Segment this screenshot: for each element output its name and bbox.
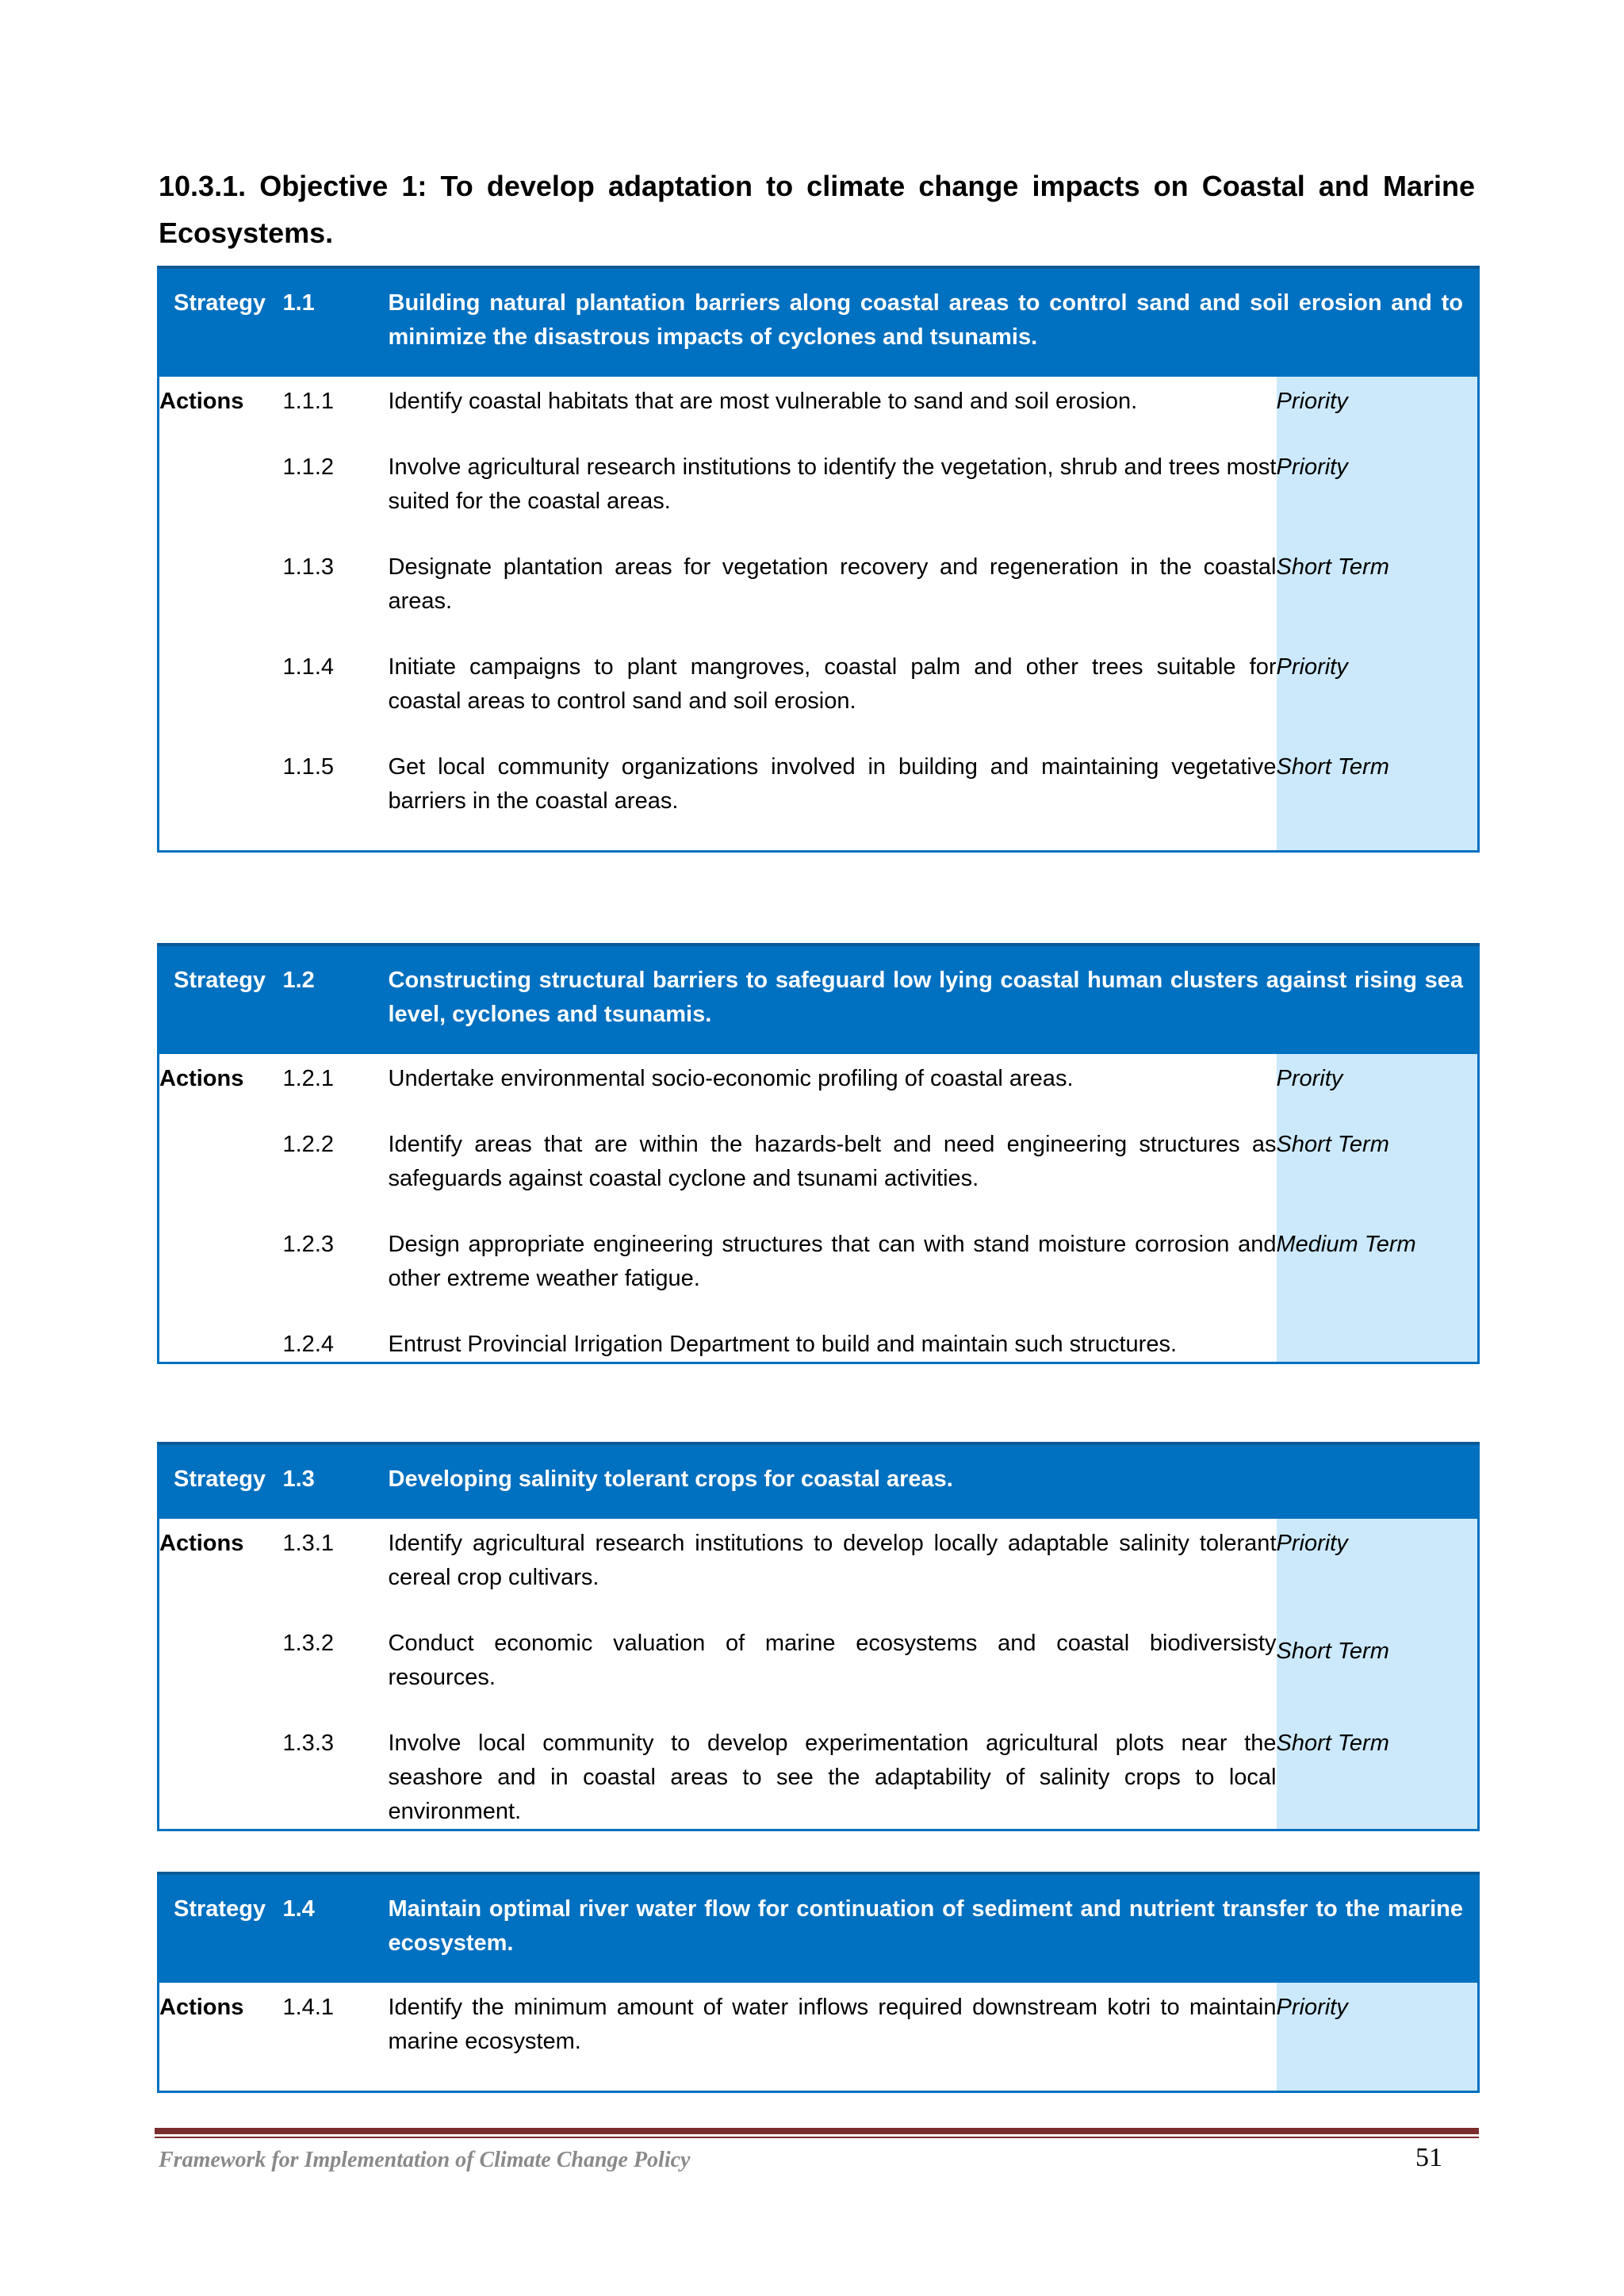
strategy-number: 1.3 [283,1443,389,1519]
action-number: 1.3.2 [282,1631,334,1656]
objective-heading: 10.3.1. Objective 1: To develop adaptation to climate change impacts on Coastal and Marine Ecosystems. [159,170,1475,249]
action-priority: Priority [1277,1983,1479,2092]
action-priority: Priority [1277,650,1479,750]
action-number: 1.2.4 [282,1332,334,1357]
action-number: 1.2.3 [282,1232,334,1257]
actions-label: Actions [159,1531,244,1556]
action-row [159,1128,1479,1228]
action-row [159,1228,1479,1328]
strategy-header [159,945,1479,1054]
action-text: Involve agricultural research institutions to identify the vegetation, shrub and trees most suited for the coastal areas. [388,454,1277,514]
action-text: Design appropriate engineering structures that can with stand moisture corrosion and other extreme weather fatigue. [388,1232,1277,1291]
action-priority: Medium Term [1277,1228,1479,1328]
footer-title: Framework for Implementation of Climate Change Policy [159,2148,691,2172]
action-number: 1.1.1 [282,389,334,414]
action-number: 1.3.1 [282,1531,334,1556]
action-text: Identify coastal habitats that are most vulnerable to sand and soil erosion. [388,389,1138,414]
action-priority: Priority [1277,450,1479,550]
strategy-title: Constructing structural barriers to safeguard low lying coastal human clusters against rising sea level, cyclones and tsunamis. [389,945,1479,1054]
strategy-header [159,267,1479,377]
strategy-number: 1.2 [283,945,389,1054]
strategy-label: Strategy [159,1443,283,1519]
action-number: 1.4.1 [282,1995,334,2020]
action-row [159,450,1479,550]
action-priority: Short Term [1277,1627,1479,1727]
strategy-title: Developing salinity tolerant crops for coastal areas. [389,1443,1479,1519]
strategy-label: Strategy [159,267,283,377]
action-row [159,650,1479,750]
action-text: Involve local community to develop experimentation agricultural plots near the seashore and in coastal areas to see the adaptability of salinity crops to local environment. [388,1731,1277,1824]
action-text: Identify areas that are within the hazards-belt and need engineering structures as safeguards against coastal cyclone and tsunami activities. [388,1132,1277,1191]
action-row [159,1983,1479,2092]
strategy-table-1-3 [157,1442,1480,1831]
action-number: 1.3.3 [282,1731,334,1756]
actions-label: Actions [159,389,244,414]
action-priority: Short Term [1277,1727,1479,1830]
strategy-number: 1.4 [283,1873,389,1983]
strategy-title: Maintain optimal river water flow for continuation of sediment and nutrient transfer to the marine ecosystem. [389,1873,1479,1983]
action-number: 1.1.3 [282,554,334,580]
strategy-table-1-1 [157,266,1480,853]
action-row [159,1727,1479,1830]
action-text: Identify the minimum amount of water inflows required downstream kotri to maintain marine ecosystem. [388,1995,1277,2054]
strategy-number: 1.1 [283,267,389,377]
strategy-table-1-2 [157,943,1480,1364]
action-text: Get local community organizations involved in building and maintaining vegetative barriers in the coastal areas. [388,754,1277,814]
action-number: 1.2.2 [282,1132,334,1157]
action-row [159,377,1479,450]
strategy-header [159,1443,1479,1519]
action-number: 1.1.4 [282,654,334,680]
action-text: Conduct economic valuation of marine ecosystems and coastal biodiversisty resources. [388,1631,1277,1690]
action-number: 1.2.1 [282,1066,334,1091]
action-text: Identify agricultural research institutions to develop locally adaptable salinity tolerant cereal crop cultivars. [388,1531,1277,1590]
action-priority: Priority [1277,377,1479,450]
action-priority: Short Term [1277,550,1479,650]
strategy-table-1-4 [157,1872,1480,2093]
strategy-header [159,1873,1479,1983]
strategy-title: Building natural plantation barriers along coastal areas to control sand and soil erosion and to minimize the disastrous impacts of cyclones and tsunamis. [389,267,1479,377]
footer-rule-thin [155,2137,1479,2138]
action-number: 1.1.5 [282,754,334,780]
action-row [159,1054,1479,1128]
action-row [159,750,1479,852]
action-priority: Short Term [1277,1128,1479,1228]
action-text: Entrust Provincial Irrigation Department to build and maintain such structures. [388,1332,1178,1357]
strategy-label: Strategy [159,1873,283,1983]
action-row [159,1627,1479,1727]
action-text: Undertake environmental socio-economic profiling of coastal areas. [388,1066,1074,1091]
action-priority: Priority [1277,1519,1479,1627]
action-row [159,550,1479,650]
action-priority: Short Term [1277,750,1479,852]
actions-label: Actions [159,1066,244,1091]
footer-rule [155,2128,1479,2134]
page-number: 51 [1415,2143,1442,2172]
action-number: 1.1.2 [282,454,334,480]
strategy-label: Strategy [159,945,283,1054]
action-priority [1277,1328,1479,1363]
actions-label: Actions [159,1995,244,2020]
action-text: Designate plantation areas for vegetation recovery and regeneration in the coastal areas. [388,554,1277,614]
action-row [159,1328,1479,1363]
action-row [159,1519,1479,1627]
action-priority: Prority [1277,1054,1479,1128]
action-text: Initiate campaigns to plant mangroves, coastal palm and other trees suitable for coastal areas to control sand and soil erosion. [388,654,1277,714]
